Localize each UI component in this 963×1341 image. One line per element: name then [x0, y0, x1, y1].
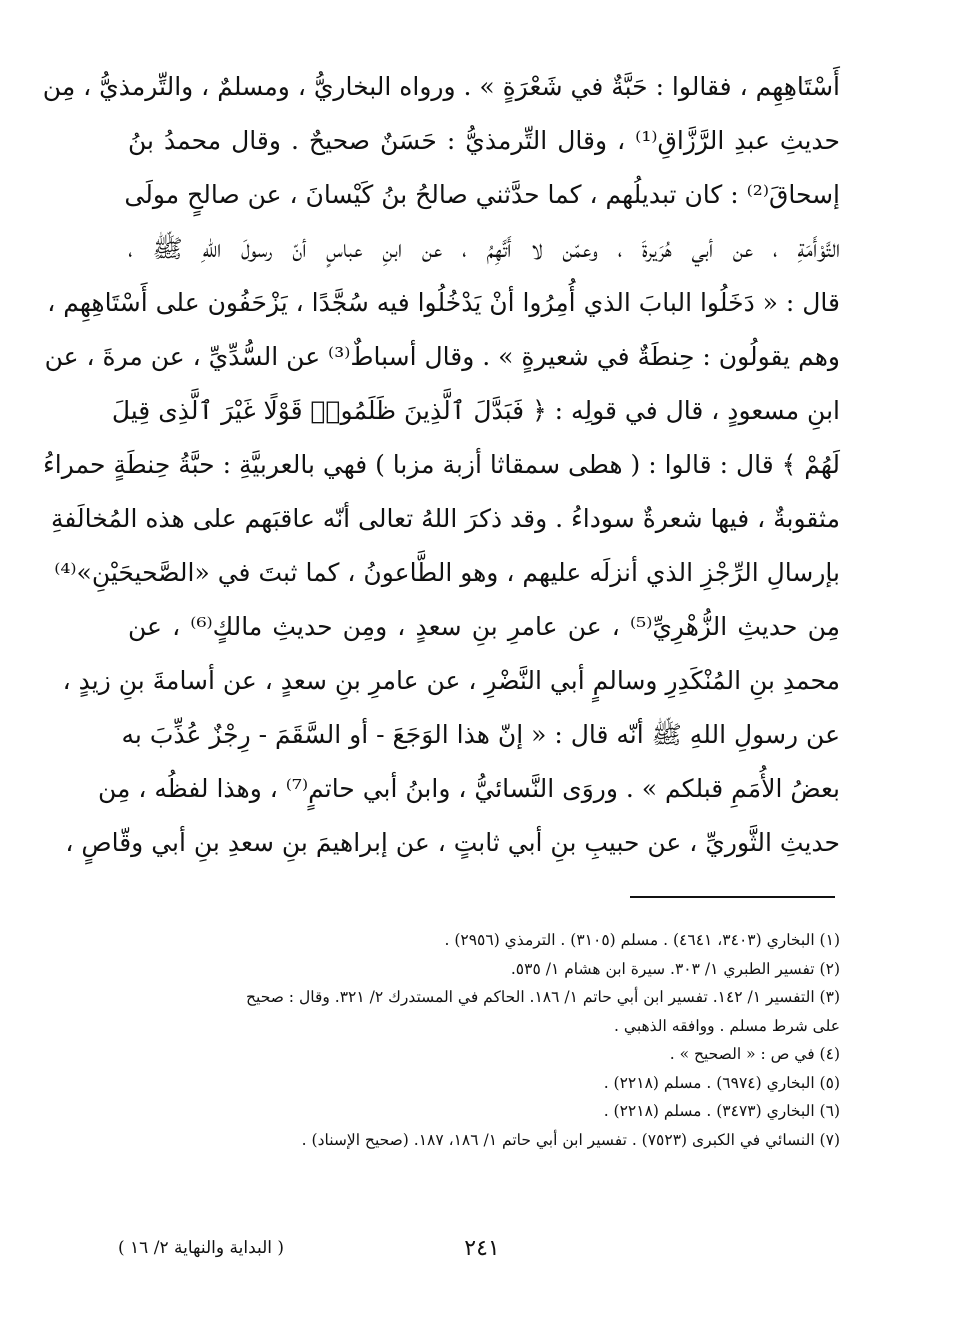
- text-line: قال : « دَخَلُوا البابَ الذي أُمِرُوا أنْ يَدْخُلُوا فيه سُجَّدًا ، يَزْحَفُون على أَسْتَاهِهِم ،: [47, 288, 840, 317]
- text-line: بعضُ الأُمَمِ قبلكم » . وروَى النَّسائيُّ ، وابنُ أبي حاتمٍ⁽⁷⁾ ، وهذا لفظُه ، مِن: [97, 774, 840, 803]
- footnote: (٣) التفسير ١/ ١٤٢. تفسير ابن أبي حاتم ١/ ١٨٦. الحاكم في المستدرك ٢/ ٣٢١. وقال : صحيح: [246, 988, 840, 1006]
- footnote: (٥) البخاري (٦٩٧٤) . مسلم (٢٢١٨) .: [603, 1073, 840, 1092]
- footnote-divider: [630, 896, 835, 898]
- text-line: التَّوْأَمَةِ ، عن أبي هُرَيرةَ ، وعمّن لا أَتَّهِمُ ، عن ابنِ عباسٍ أنّ رسولَ اللهِ ﷺ ،: [128, 234, 840, 263]
- text-line: لَهُمْ ﴾ قال : قالوا : ( هطى سمقاثا أزبة مزبا ) فهي بالعربيَّةِ : حبَّةُ حِنطَةٍ حمراءُ: [43, 450, 840, 479]
- text-line: حديثِ عبدِ الرَّزَّاقِ⁽¹⁾ ، وقال التِّرمذيُّ : حَسَنٌ صحيحٌ . وقال محمدُ بنُ: [128, 126, 840, 155]
- footnote: (٦) البخاري (٣٤٧٣) . مسلم (٢٢١٨) .: [603, 1102, 840, 1120]
- footnote: (٢) تفسير الطبري ١/ ٣٠٣. سيرة ابن هشام ١/ ٥٣٥.: [510, 959, 840, 978]
- footnote-continuation: على شرط مسلم . ووافقه الذهبي .: [614, 1016, 840, 1035]
- text-line: حديثِ الثَّوريِّ ، عن حبيبِ بنِ أبي ثابتٍ ، عن إبراهيمَ بنِ سعدِ بنِ أبي وقّاصٍ ،: [65, 828, 840, 857]
- main-text: [42, 60, 841, 870]
- text-line: مِن حديثِ الزُّهْرِيِّ⁽⁵⁾ ، عن عامرِ بنِ سعدٍ ، ومِن حديثِ مالكٍ⁽⁶⁾ ، عن: [128, 612, 841, 641]
- text-line: إسحاقَ⁽²⁾ : كان تبديلُهم ، كما حدَّثني صالحُ بنُ كَيْسانَ ، عن صالحٍ مولَى: [124, 180, 840, 209]
- running-title: ( البداية والنهاية ٢/ ١٦ ): [118, 1238, 285, 1258]
- footnotes: [128, 926, 840, 1154]
- text-line: ابنِ مسعودٍ ، قال في قولِه : ﴿ فَبَدَّلَ ٱلَّذِينَ ظَلَمُوا۟ قَوْلًا غَيْرَ ٱلَّذِى قِيلَ: [111, 396, 840, 425]
- footnote: (١) البخاري (٣٤٠٣، ٤٦٤١) . مسلم (٣١٠٥) . الترمذي (٢٩٥٦) .: [444, 931, 840, 949]
- footnote: (٧) النسائي في الكبرى (٧٥٢٣) . تفسير ابن أبي حاتم ١/ ١٨٦، ١٨٧. (صحيح الإسناد) .: [301, 1130, 840, 1149]
- text-line: وهم يقولُون : حِنطَةٌ في شعيرةٍ » . وقال أسباطٌ⁽³⁾ عن السُّدِّيِّ ، عن مرةَ ، عن: [44, 342, 840, 371]
- text-line: عن رسولِ اللهِ ﷺ أنّه قال : « إنّ هذا الوَجَعَ - أو السَّقَمَ - رِجْزٌ عُذِّبَ به: [121, 720, 840, 749]
- text-line: أَسْتَاهِهِم ، فقالوا : حَبَّةٌ في شَعْرَةٍ » . ورواه البخاريُّ ، ومسلمٌ ، والتِّرمذيُّ ، مِن: [42, 72, 840, 101]
- page-number: ٢٤١: [464, 1236, 500, 1261]
- footnote: (٤) في ص : « الصحيح » .: [669, 1045, 840, 1063]
- text-line: مثقوبةٌ ، فيها شعرةٌ سوداءُ . وقد ذكرَ اللهُ تعالى أنّه عاقبَهم على هذه المُخالَفةِ: [50, 504, 840, 533]
- text-line: بإرسالِ الرِّجْزِ الذي أنزلَه عليهم ، وهو الطَّاعونُ ، كما ثبتَ في «الصَّحيحَيْنِ»⁽⁴⁾: [54, 558, 840, 587]
- text-line: محمدِ بنِ المُنْكَدِرِ وسالمٍ أبي النَّضْرِ ، عن عامرِ بنِ سعدٍ ، عن أسامةَ بنِ زيدٍ ،: [62, 666, 840, 695]
